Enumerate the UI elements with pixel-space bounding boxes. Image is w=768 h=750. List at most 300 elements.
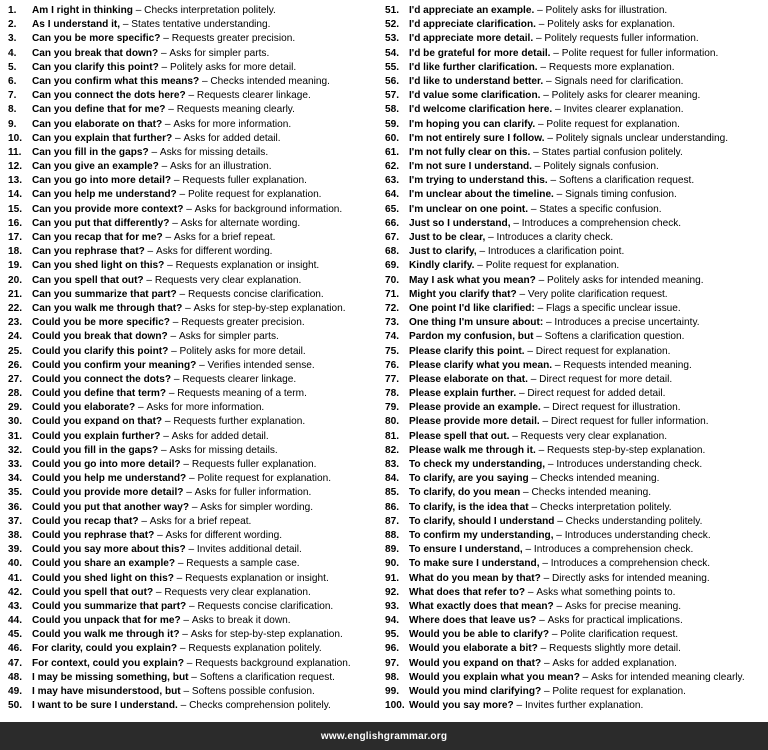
item-phrase: Can you shed light on this? [32,260,165,272]
item-description: Polite request for explanation. [187,189,322,201]
item-description: Invites additional detail. [196,544,302,556]
item-separator: – [160,430,172,442]
item-separator: – [158,161,171,173]
item-number: 82. [385,444,400,456]
list-item [8,203,382,217]
item-separator: – [539,416,551,428]
item-separator: – [524,345,536,357]
item-number: 4. [8,47,17,59]
list-item [385,188,765,202]
item-separator: – [534,302,547,314]
item-separator: – [525,586,537,598]
item-description: Asks for different wording. [165,529,283,541]
item-phrase: I'm trying to understand this. [409,175,548,187]
item-separator: – [509,430,521,442]
item-number: 3. [8,33,17,45]
item-phrase: Can you fill in the gaps? [32,146,149,158]
item-separator: – [144,246,156,258]
item-phrase: What exactly does that mean? [409,600,554,612]
item-separator: – [189,501,201,513]
list-item [385,529,765,543]
item-number: 30. [8,416,23,428]
item-description: Requests greater precision. [171,33,296,45]
list-item [385,231,765,245]
item-description: Introduces understanding check. [556,459,703,470]
item-separator: – [516,388,528,400]
item-number: 88. [385,529,400,541]
item-number: 10. [8,132,23,144]
item-number: 48. [8,671,23,683]
item-phrase: Can you go into more detail? [32,175,172,187]
item-phrase: Can you rephrase that? [32,246,145,258]
item-separator: – [553,600,565,612]
item-description: Asks for an illustration. [170,161,272,173]
item-phrase: I'd appreciate clarification. [409,19,536,31]
item-number: 19. [8,260,23,272]
item-separator: – [579,671,592,683]
item-number: 46. [8,643,23,655]
item-separator: – [171,175,183,187]
item-number: 93. [385,600,400,612]
item-description: Polite request for explanation. [552,686,686,697]
item-number: 61. [385,146,400,158]
item-number: 5. [8,61,17,73]
item-number: 67. [385,232,400,243]
list-item [385,572,765,586]
list-item [8,444,382,458]
item-number: 56. [385,75,400,87]
item-phrase: Can you walk me through that? [32,302,183,314]
item-description: Requests background explanation. [195,657,351,669]
item-number: 31. [8,430,23,442]
item-separator: – [553,529,565,541]
list-item [8,501,382,515]
item-number: 95. [385,629,400,641]
item-number: 8. [8,104,17,116]
item-number: 77. [385,373,400,385]
item-phrase: Can you provide more context? [32,203,184,215]
item-number: 37. [8,515,23,527]
list-item [8,132,382,146]
list-item [385,543,765,557]
list-item [8,288,382,302]
item-phrase: I'm unclear on one point. [409,203,529,215]
item-description: Asks for more information. [146,402,265,414]
item-separator: – [143,274,155,286]
item-phrase: I'd appreciate an example. [409,5,535,16]
list-item [385,316,765,330]
item-description: Softens a clarification question. [544,331,685,343]
item-separator: – [171,373,183,385]
list-item [8,699,382,713]
item-phrase: Could you fill in the gaps? [32,444,159,456]
item-phrase: Could you recap that? [32,515,139,527]
item-number: 24. [8,331,23,343]
item-phrase: Please clarify this point. [409,345,525,357]
list-item [8,359,382,373]
item-separator: – [196,359,208,371]
item-number: 76. [385,359,400,371]
item-separator: – [165,104,177,116]
item-separator: – [552,359,564,371]
item-separator: – [474,260,486,272]
item-separator: – [164,260,176,272]
item-phrase: I'm unclear about the timeline. [409,189,554,201]
list-item [385,444,765,458]
list-item [385,259,765,273]
list-item [8,671,382,685]
item-description: Signals need for clarification. [554,75,684,87]
item-phrase: One thing I'm unsure about: [409,317,544,329]
list-item [385,103,765,117]
item-number: 92. [385,586,400,598]
item-phrase: What does that refer to? [409,586,526,598]
item-phrase: Could you be more specific? [32,317,170,329]
item-separator: – [516,288,528,300]
item-phrase: To clarify, do you mean [409,487,521,499]
item-description: Directly asks for intended meaning. [552,572,710,584]
item-phrase: Could you define that term? [32,388,167,400]
item-separator: – [522,544,534,556]
item-description: Asks for simpler parts. [169,47,270,59]
item-separator: – [537,61,549,73]
item-description: Politely asks for illustration. [545,5,668,16]
item-description: States partial confusion politely. [541,146,683,158]
item-number: 52. [385,19,400,31]
item-separator: – [513,700,525,712]
item-separator: – [176,288,188,300]
item-description: Direct request for illustration. [552,402,681,414]
item-number: 79. [385,402,400,414]
list-item [8,118,382,132]
list-item [8,32,382,46]
item-separator: – [162,416,174,428]
item-description: Softens a clarification request. [199,671,335,683]
item-separator: – [535,444,548,456]
item-separator: – [533,33,545,45]
item-phrase: Would you mind clarifying? [409,686,542,697]
item-description: Checks understanding politely. [565,515,703,527]
list-item [385,600,765,614]
item-phrase: To clarify, should I understand [409,515,555,527]
list-item [8,401,382,415]
item-separator: – [168,345,180,357]
item-phrase: Could you break that down? [32,331,168,343]
item-description: Softens a clarification request. [558,175,695,187]
item-phrase: What do you mean by that? [409,572,541,584]
item-separator: – [549,629,561,641]
item-description: Requests clearer linkage. [182,373,297,385]
item-number: 58. [385,104,400,116]
item-number: 35. [8,487,23,499]
list-item [385,288,765,302]
item-separator: – [535,274,548,286]
item-phrase: I'm hoping you can clarify. [409,118,536,130]
item-number: 12. [8,161,23,173]
list-item [385,217,765,231]
item-separator: – [554,515,566,527]
item-description: Politely signals unclear understanding. [555,132,729,144]
list-item [8,373,382,387]
item-phrase: Can you define that for me? [32,104,166,116]
item-separator: – [550,47,562,59]
list-item [385,373,765,387]
item-phrase: Could you spell that out? [32,586,154,598]
item-number: 22. [8,302,23,314]
list-item [385,486,765,500]
item-phrase: I may have misunderstood, but [32,686,181,697]
item-separator: – [177,643,189,655]
item-description: Direct request for more detail. [539,373,673,385]
item-description: Checks intended meaning. [539,473,660,485]
item-number: 49. [8,686,23,697]
item-phrase: Can you spell that out? [32,274,144,286]
item-phrase: To clarify, are you saying [409,473,529,485]
item-separator: – [177,700,190,712]
item-description: Softens possible confusion. [191,686,315,697]
item-number: 9. [8,118,17,130]
item-number: 89. [385,544,400,556]
item-number: 81. [385,430,400,442]
item-description: Polite request for explanation. [197,473,331,485]
item-description: States a specific confusion. [539,203,662,215]
list-item [8,302,382,316]
item-phrase: To clarify, is the idea that [409,501,529,513]
item-phrase: I'd welcome clarification here. [409,104,553,116]
item-number: 33. [8,459,23,470]
list-item [385,628,765,642]
item-description: Signals timing confusion. [565,189,677,201]
item-phrase: Could you expand on that? [32,416,163,428]
item-number: 54. [385,47,400,59]
item-separator: – [540,90,552,102]
list-item [8,387,382,401]
item-phrase: Can you help me understand? [32,189,177,201]
item-description: Asks for fuller information. [194,487,312,499]
item-number: 7. [8,90,17,102]
item-description: Requests explanation or insight. [175,260,320,272]
list-item [8,543,382,557]
item-phrase: Please spell that out. [409,430,510,442]
item-separator: – [183,203,195,215]
item-description: Checks interpretation politely. [539,501,672,513]
list-item [8,61,382,75]
item-number: 63. [385,175,400,187]
item-separator: – [148,146,160,158]
item-phrase: Can you summarize that part? [32,288,177,300]
item-phrase: Might you clarify that? [409,288,517,300]
item-description: Asks for intended meaning clearly. [591,671,745,683]
item-description: Introduces understanding check. [564,529,711,541]
item-phrase: Could you summarize that part? [32,600,187,612]
item-phrase: Would you expand on that? [409,657,542,669]
item-phrase: Can you clarify this point? [32,61,159,73]
item-phrase: Would you say more? [409,700,514,712]
list-item [385,501,765,515]
item-number: 45. [8,629,23,641]
item-separator: – [535,118,547,130]
list-item [385,401,765,415]
item-number: 39. [8,544,23,556]
item-description: Asks for alternate wording. [180,217,301,229]
item-description: Introduces a comprehension check. [521,217,682,229]
item-number: 36. [8,501,23,513]
item-separator: – [186,600,198,612]
item-separator: – [534,5,546,16]
item-phrase: Kindly clarify. [409,260,475,272]
item-separator: – [540,402,553,414]
item-number: 73. [385,317,400,329]
item-separator: – [185,544,197,556]
list-item [8,146,382,160]
list-item [385,146,765,160]
item-number: 50. [8,700,23,712]
list-item [385,657,765,671]
list-item [8,217,382,231]
list-item [385,118,765,132]
item-separator: – [510,217,522,229]
item-description: Polite request for explanation. [546,118,680,130]
item-description: Polite request for fuller information. [561,47,719,59]
list-item [8,642,382,656]
item-description: Asks for different wording. [155,246,273,258]
item-separator: – [182,302,194,314]
item-description: Asks for simpler parts. [178,331,279,343]
item-separator: – [167,331,179,343]
item-phrase: Could you confirm your meaning? [32,359,197,371]
item-number: 18. [8,246,23,258]
list-item [8,259,382,273]
item-phrase: Am I right in thinking [32,5,133,16]
item-description: Asks to break it down. [191,615,291,627]
item-phrase: Can you explain that further? [32,132,173,144]
item-phrase: For clarity, could you explain? [32,643,178,655]
list-item [8,529,382,543]
item-description: Requests explanation or insight. [185,572,329,584]
list-item [8,685,382,699]
item-separator: – [535,19,548,31]
item-separator: – [541,686,553,697]
item-description: Asks for added explanation. [552,657,677,669]
list-item [8,572,382,586]
item-number: 86. [385,501,400,513]
list-item [385,642,765,656]
list-item [8,174,382,188]
item-phrase: To check my understanding, [409,459,546,470]
item-phrase: I'd appreciate more detail. [409,33,534,45]
item-phrase: Can you connect the dots here? [32,90,186,102]
item-phrase: To confirm my understanding, [409,529,554,541]
item-separator: – [176,189,188,201]
list-item [385,557,765,571]
item-phrase: Could you shed light on this? [32,572,174,584]
item-description: Asks for added detail. [183,132,281,144]
item-separator: – [169,217,181,229]
item-separator: – [552,104,564,116]
item-phrase: Could you walk me through it? [32,629,180,641]
item-description: Asks for simpler wording. [200,501,313,513]
list-item [385,515,765,529]
item-number: 55. [385,61,400,73]
item-description: Requests fuller explanation. [182,175,307,187]
item-description: Requests further explanation. [173,416,306,428]
item-phrase: Where does that leave us? [409,615,537,627]
item-phrase: Can you give an example? [32,161,159,173]
item-number: 15. [8,203,23,215]
list-item [8,231,382,245]
footer-bar [0,722,768,750]
item-number: 90. [385,558,400,570]
item-description: Asks what something points to. [536,586,676,598]
item-description: Requests greater precision. [181,317,305,329]
item-description: Requests concise clarification. [187,288,324,300]
list-item [385,359,765,373]
item-separator: – [540,572,553,584]
item-phrase: Could you share an example? [32,558,176,570]
item-number: 20. [8,274,23,286]
item-description: Asks for step-by-step explanation. [190,629,343,641]
item-separator: – [485,232,497,243]
item-number: 53. [385,33,400,45]
list-item [385,415,765,429]
item-description: Direct request for explanation. [535,345,671,357]
item-number: 32. [8,444,23,456]
item-phrase: I'd be grateful for more detail. [409,47,551,59]
item-number: 38. [8,529,23,541]
item-phrase: Please explain further. [409,388,517,400]
list-item [385,430,765,444]
item-separator: – [533,331,545,343]
item-number: 13. [8,175,23,187]
item-number: 87. [385,515,400,527]
list-item [8,614,382,628]
item-number: 64. [385,189,400,201]
item-phrase: For context, could you explain? [32,657,184,669]
item-phrase: I want to be sure I understand. [32,700,178,712]
item-separator: – [544,132,556,144]
item-number: 34. [8,473,23,485]
item-separator: – [132,5,145,16]
item-description: Introduces a clarity check. [496,232,614,243]
item-number: 97. [385,657,400,669]
list-item [385,61,765,75]
item-separator: – [154,529,166,541]
item-phrase: To make sure I understand, [409,558,540,570]
item-number: 70. [385,274,400,286]
item-description: Asks for added detail. [171,430,269,442]
item-separator: – [138,515,150,527]
item-description: Politely asks for explanation. [547,19,676,31]
item-number: 6. [8,75,17,87]
item-description: Checks intended meaning. [531,487,652,499]
item-separator: – [135,402,147,414]
item-phrase: One point I'd like clarified: [409,302,535,314]
item-description: Requests meaning clearly. [176,104,295,116]
item-number: 27. [8,373,23,385]
list-item [385,245,765,259]
item-phrase: Please elaborate on that. [409,373,528,385]
list-item [385,685,765,699]
list-item [8,458,382,472]
list-item [8,415,382,429]
item-number: 96. [385,643,400,655]
item-number: 74. [385,331,400,343]
item-description: Asks for background information. [194,203,343,215]
list-item [8,600,382,614]
item-number: 14. [8,189,23,201]
item-number: 91. [385,572,400,584]
list-item [8,657,382,671]
